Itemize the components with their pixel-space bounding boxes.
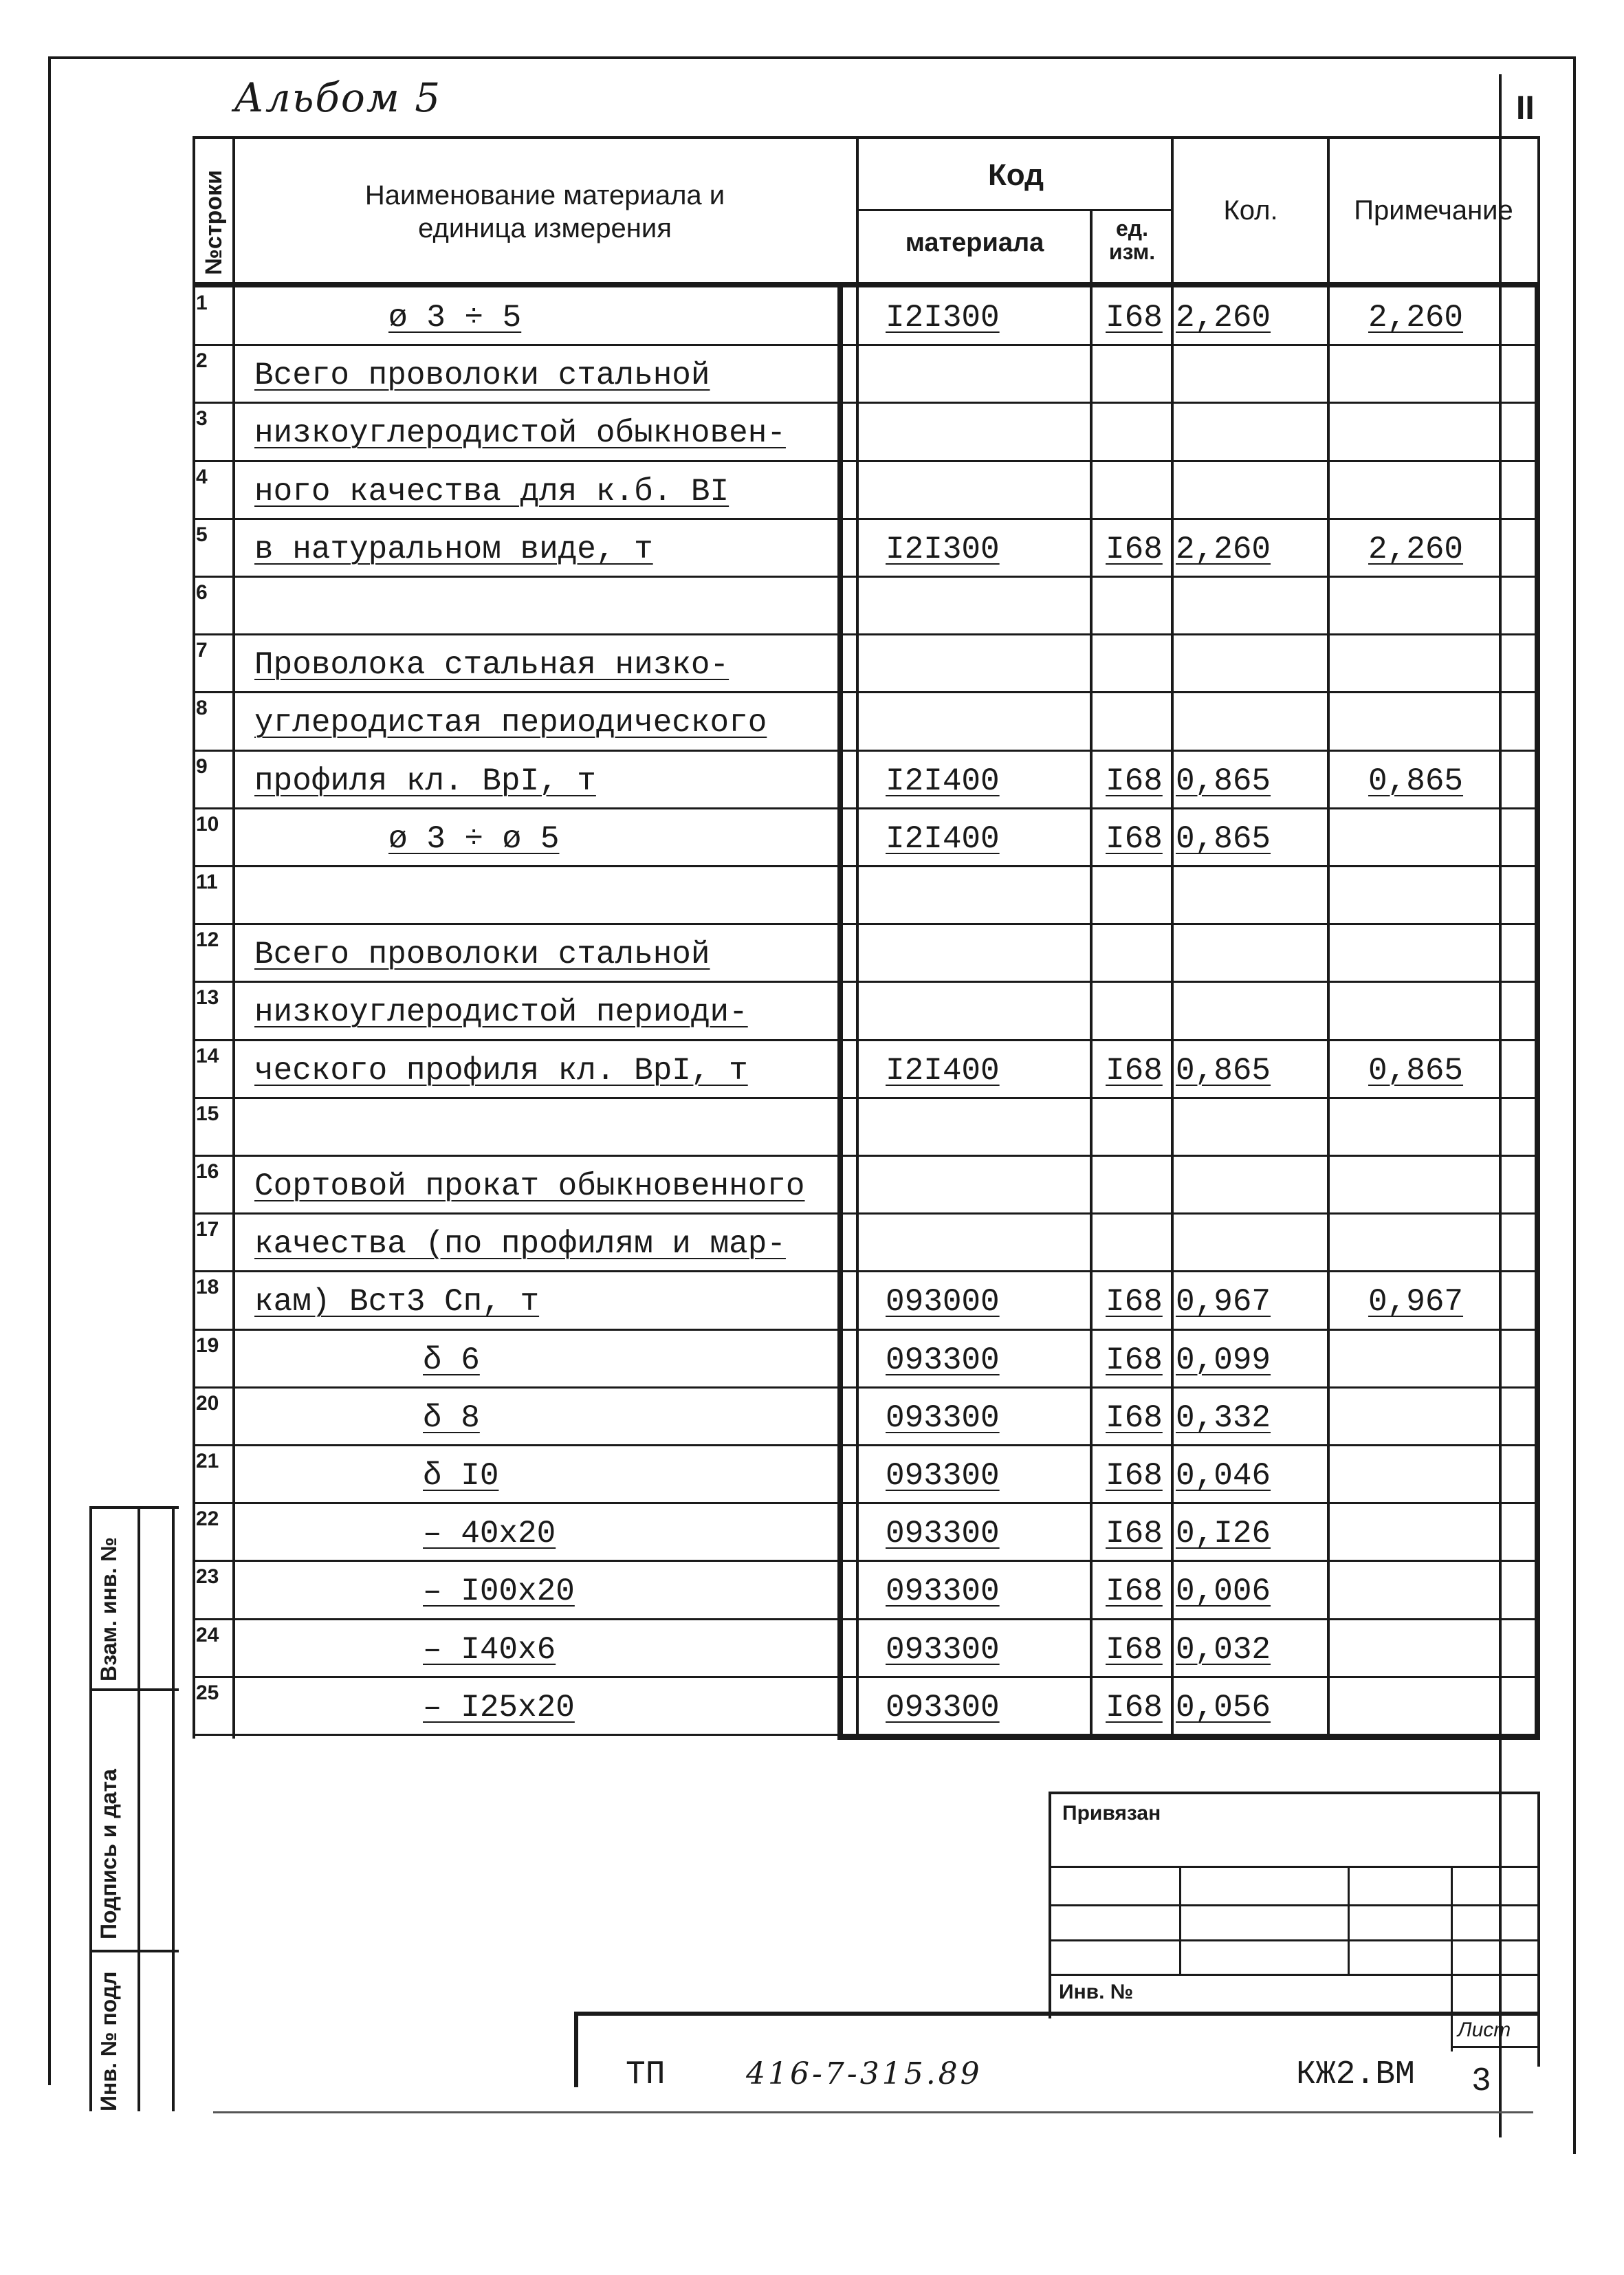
material-code: 093000 <box>886 1284 1000 1320</box>
row-number: 19 <box>196 1334 219 1357</box>
material-name: кам) Вст3 Сп, т <box>254 1284 540 1320</box>
row-number: 16 <box>196 1160 219 1183</box>
unit-header-line2: изм. <box>1108 239 1156 264</box>
material-code: 093300 <box>886 1516 1000 1552</box>
inv-podl-label: Инв. № подл <box>96 1971 121 2111</box>
row-number: 4 <box>196 465 208 488</box>
note: 0,865 <box>1368 763 1464 799</box>
code-header: Код <box>987 158 1044 192</box>
unit-code: I68 <box>1106 820 1163 857</box>
name-header-line2: единица измерения <box>418 213 672 243</box>
row-number: 22 <box>196 1507 219 1531</box>
row-number: 21 <box>196 1450 219 1472</box>
unit-code: I68 <box>1106 1516 1163 1552</box>
note: 2,260 <box>1368 300 1464 336</box>
row-number: 1 <box>196 292 208 314</box>
document-number: 416-7-315.89 <box>746 2056 983 2091</box>
podpis-data-label: Подпись и дата <box>96 1769 121 1939</box>
material-name: δ 6 <box>423 1342 480 1378</box>
unit-code: I68 <box>1106 1342 1163 1378</box>
material-name: Всего проволоки стальной <box>254 358 710 394</box>
unit-code: I68 <box>1106 1052 1163 1089</box>
row-number: 10 <box>196 812 219 836</box>
row-number: 5 <box>196 523 208 546</box>
material-name: ческого профиля кл. BpI, т <box>254 1052 748 1089</box>
row-number: 9 <box>196 754 208 778</box>
material-code: 093300 <box>886 1342 1000 1378</box>
material-code: I2I400 <box>886 1052 1000 1089</box>
unit-code: I68 <box>1106 1458 1163 1494</box>
material-name: – I40x6 <box>423 1631 556 1668</box>
quantity: 0,865 <box>1176 1052 1271 1089</box>
quantity: 0,099 <box>1176 1342 1271 1378</box>
material-name: Проволока стальная низко- <box>254 647 729 684</box>
material-name: в натуральном виде, т <box>254 531 653 567</box>
material-code: 093300 <box>886 1631 1000 1668</box>
row-number: 17 <box>196 1218 219 1241</box>
sheet-corner-number: II <box>1516 90 1535 127</box>
quantity: 0,056 <box>1176 1689 1271 1726</box>
quantity: 0,046 <box>1176 1458 1271 1494</box>
material-code: 093300 <box>886 1574 1000 1610</box>
quantity: 0,032 <box>1176 1631 1271 1668</box>
material-name: низкоуглеродистой обыкновен- <box>254 415 786 452</box>
material-name: – 40x20 <box>423 1516 556 1552</box>
material-name: профиля кл. BpI, т <box>254 763 596 799</box>
material-name: ного качества для к.б. BI <box>254 473 729 510</box>
material-code: I2I400 <box>886 763 1000 799</box>
quantity: 2,260 <box>1176 300 1271 336</box>
unit-code: I68 <box>1106 1574 1163 1610</box>
row-number: 15 <box>196 1102 219 1125</box>
material-code: I2I400 <box>886 820 1000 857</box>
stamp-prefix: ТП <box>626 2056 666 2093</box>
material-name: δ 8 <box>423 1400 480 1436</box>
row-number: 11 <box>196 871 218 893</box>
note: 0,967 <box>1368 1284 1464 1320</box>
document-code: КЖ2.ВМ <box>1296 2056 1415 2093</box>
material-name: Всего проволоки стальной <box>254 937 710 973</box>
quantity: 0,332 <box>1176 1400 1271 1436</box>
note: 0,865 <box>1368 1052 1464 1089</box>
row-number: 20 <box>196 1391 219 1415</box>
unit-code: I68 <box>1106 763 1163 799</box>
unit-code: I68 <box>1106 300 1163 336</box>
material-name: Сортовой прокат обыкновенного <box>254 1168 805 1204</box>
row-number: 6 <box>196 581 208 604</box>
note: 2,260 <box>1368 531 1464 567</box>
quantity: 2,260 <box>1176 531 1271 567</box>
row-number-header: №строки <box>201 170 227 275</box>
row-number: 23 <box>196 1565 219 1589</box>
unit-header-line1: ед. <box>1116 216 1148 241</box>
row-number: 8 <box>196 697 208 720</box>
material-name: ø 3 ÷ 5 <box>388 300 522 336</box>
sheet-number: 3 <box>1471 2063 1491 2100</box>
row-number: 25 <box>196 1681 219 1704</box>
unit-code: I68 <box>1106 1400 1163 1436</box>
quantity: 0,967 <box>1176 1284 1271 1320</box>
row-number: 12 <box>196 928 219 952</box>
name-header-line1: Наименование материала и <box>364 180 725 210</box>
material-name: углеродистая периодического <box>254 705 767 741</box>
privyazan-label: Привязан <box>1062 1802 1161 1825</box>
quantity: 0,865 <box>1176 820 1271 857</box>
row-number: 2 <box>196 349 208 373</box>
material-name: δ I0 <box>423 1458 499 1494</box>
inv-number-label: Инв. № <box>1059 1981 1134 2003</box>
material-code: 093300 <box>886 1689 1000 1726</box>
list-label: Лист <box>1458 2018 1511 2041</box>
row-number: 7 <box>196 639 208 662</box>
row-number: 18 <box>196 1276 219 1299</box>
quantity-header: Кол. <box>1223 195 1278 226</box>
material-code: 093300 <box>886 1458 1000 1494</box>
material-name: – I25x20 <box>423 1689 575 1726</box>
row-number: 24 <box>196 1623 219 1646</box>
unit-code: I68 <box>1106 531 1163 567</box>
material-code: I2I300 <box>886 531 1000 567</box>
unit-code: I68 <box>1106 1631 1163 1668</box>
row-number: 3 <box>196 407 208 431</box>
material-name: – I00x20 <box>423 1574 575 1610</box>
unit-code: I68 <box>1106 1689 1163 1726</box>
row-number: 13 <box>196 986 219 1010</box>
album-title: Альбом 5 <box>234 74 442 121</box>
quantity: 0,I26 <box>1176 1516 1271 1552</box>
material-name: качества (по профилям и мар- <box>254 1226 786 1263</box>
note-header: Примечание <box>1354 195 1513 226</box>
material-code: I2I300 <box>886 300 1000 336</box>
quantity: 0,865 <box>1176 763 1271 799</box>
material-name: ø 3 ÷ ø 5 <box>388 820 560 857</box>
unit-code: I68 <box>1106 1284 1163 1320</box>
material-code-header: материала <box>905 228 1044 257</box>
material-code: 093300 <box>886 1400 1000 1436</box>
vzam-inv-label: Взам. инв. № <box>96 1537 121 1681</box>
row-number: 14 <box>196 1044 219 1067</box>
material-name: низкоуглеродистой периоди- <box>254 994 748 1031</box>
quantity: 0,006 <box>1176 1574 1271 1610</box>
